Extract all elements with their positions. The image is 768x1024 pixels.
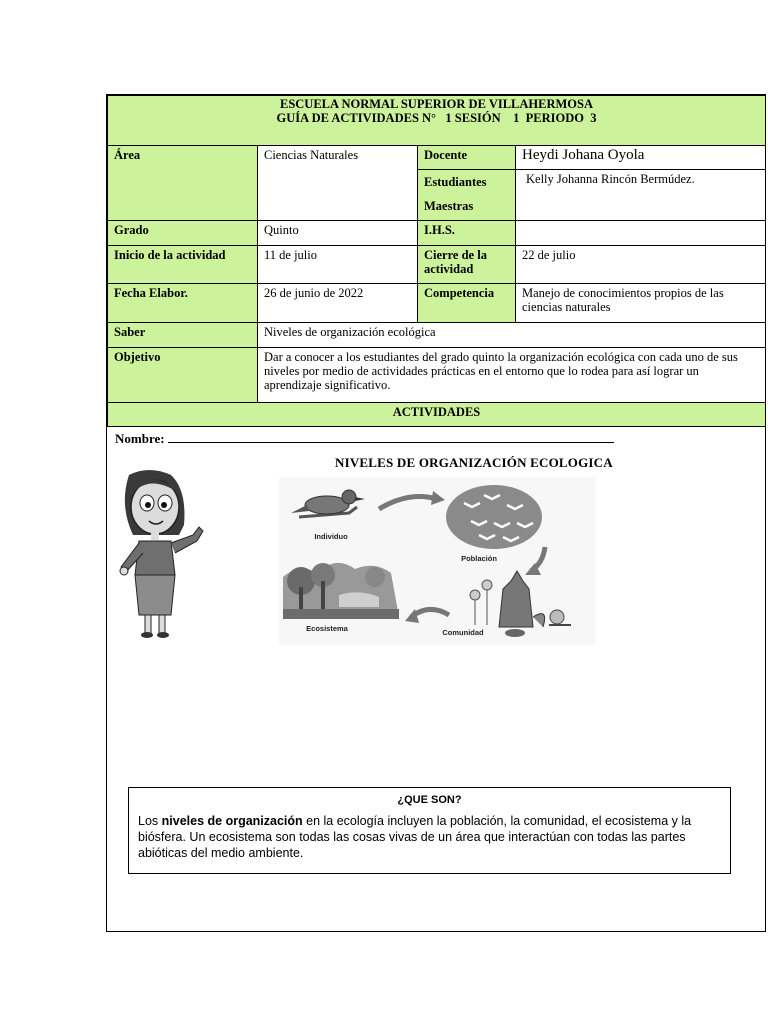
- individuo-label: Individuo: [314, 532, 348, 541]
- info-box: [128, 787, 731, 874]
- info-text-pre: Los: [138, 814, 162, 828]
- ecosistema-landscape-illustration: [283, 563, 399, 619]
- school-name: ESCUELA NORMAL SUPERIOR DE VILLAHERMOSA: [279, 97, 594, 111]
- figure-title: NIVELES DE ORGANIZACIÓN ECOLOGICA: [335, 455, 613, 470]
- estudiantes-value: Kelly Johanna Rincón Bermúdez.: [516, 170, 766, 221]
- estudiantes-maestras-label: [418, 170, 516, 221]
- cierre-label: Cierre de la actividad: [418, 246, 516, 284]
- nombre-label: Nombre:: [115, 431, 165, 446]
- header-table: [107, 95, 766, 427]
- objetivo-value: Dar a conocer a los estudiantes del grado quinto la organización ecológica con cada uno de sus niveles por medio de actividades prácticas en el entorno que lo rodea para así lograr un aprendizaje significativo.: [258, 348, 766, 403]
- saber-label: Saber: [108, 323, 258, 348]
- maestras-label: Maestras: [424, 199, 474, 213]
- poblacion-flock-illustration: [446, 485, 542, 549]
- saber-value: Niveles de organización ecológica: [258, 323, 766, 348]
- document-title: [108, 96, 766, 146]
- inicio-value: 11 de julio: [258, 246, 418, 284]
- nombre-line[interactable]: [168, 431, 614, 443]
- activity-guide-document: [106, 94, 766, 932]
- fecha-value: 26 de junio de 2022: [258, 284, 418, 323]
- area-value: Ciencias Naturales: [258, 146, 418, 221]
- docente-value: Heydi Johana Oyola: [516, 146, 766, 170]
- poblacion-label: Población: [461, 554, 497, 563]
- info-text-post: en la ecología incluyen la población, la comunidad, el ecosistema y la biósfera. Un ecosistema son todas las cosas vivas de un área que interactúan con todas las partes abióticas del medio ambiente.: [138, 814, 692, 860]
- comunidad-label: Comunidad: [442, 628, 484, 637]
- grado-label: Grado: [108, 221, 258, 246]
- area-label: Área: [108, 146, 258, 221]
- ecosistema-label: Ecosistema: [306, 624, 348, 633]
- ihs-value: [516, 221, 766, 246]
- info-text: [138, 813, 721, 861]
- ecological-levels-diagram: [279, 477, 595, 645]
- inicio-label: Inicio de la actividad: [108, 246, 258, 284]
- info-text-bold: niveles de organización: [161, 814, 303, 828]
- cierre-value: 22 de julio: [516, 246, 766, 284]
- nombre-field: [115, 431, 614, 447]
- competencia-label: Competencia: [418, 284, 516, 323]
- objetivo-label: Objetivo: [108, 348, 258, 403]
- ihs-label: I.H.S.: [418, 221, 516, 246]
- docente-label: Docente: [418, 146, 516, 170]
- teacher-cartoon-image: [109, 465, 219, 640]
- guide-title: GUÍA DE ACTIVIDADES N° 1 SESIÓN 1 PERIODO 3: [276, 111, 597, 125]
- competencia-value: Manejo de conocimientos propios de las ciencias naturales: [516, 284, 766, 323]
- grado-value: Quinto: [258, 221, 418, 246]
- activities-heading: ACTIVIDADES: [108, 403, 766, 427]
- info-question: ¿QUE SON?: [397, 794, 462, 806]
- fecha-label: Fecha Elabor.: [108, 284, 258, 323]
- estudiantes-label: Estudiantes: [424, 175, 487, 189]
